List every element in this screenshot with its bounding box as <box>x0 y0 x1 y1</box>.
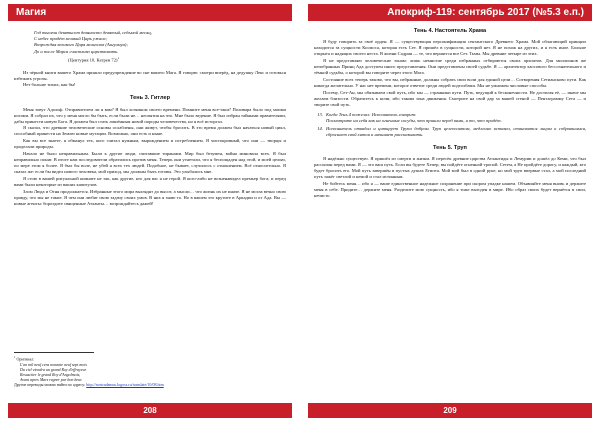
left-page-number: 208 <box>143 406 157 415</box>
left-header <box>8 4 292 21</box>
footnote-divider <box>14 352 94 353</box>
list-item <box>314 112 586 124</box>
paragraph: Я не представляю человеческие зонам: лишь немногие среди избранных отбираются своих архонтов. Для миллионов же непобранных Принц Ада доступен иного представления. Они представлены своей судьбе. Я — архитектор хаосового бессознательного и тёмной судьбы, о которой вы говорите через этого Мага. <box>314 57 586 76</box>
left-footer <box>8 403 292 418</box>
right-header-title: Апокриф-119: сентябрь 2017 (№5.3 е.п.) <box>387 7 584 18</box>
poem-line: Год тысячи девятьсот девяносто девятый, седьмой месяц, <box>34 30 152 35</box>
right-page <box>304 0 596 424</box>
footnote-line: Resusciter le grand Roy d'Angolmois, <box>20 371 81 377</box>
list-number: 13. <box>317 111 323 117</box>
poem-citation: (Центурия 10, Катрен 72)$^1$ <box>68 55 120 63</box>
right-content <box>314 26 586 398</box>
footnote-line: L'an mil neuf cens nonante neuf sept mois <box>20 361 87 367</box>
section-title-hitler: Тень 3. Гитлер <box>130 95 170 102</box>
paragraph: Меня зовут Адольф. Отправителем ли я вам? Я был хозяином своего времени. Помните меня все-таки? Поливара было под моими ногами. Я собрал их, что у меня могло бы быть, если были не… неопятия на что. Мне было ведение. Я был избран тайными правителями, дабы принести новую Бога. Я должен был стать лишённым новой породы человечества, но я всё исторгал. <box>14 106 286 124</box>
right-page-number: 209 <box>443 406 457 415</box>
right-header <box>308 4 592 21</box>
footnote-line: Du ciel viendra un grand Roy d'effrayeur <box>20 366 87 372</box>
paragraph: Я буду говорить за своё орден. Я — существующая персонификация сектантского Древнего Храма. Мой облагающий принцип находится за сущности Космоса, которая есть Сет. Я пришёл в сущности, которой нет. Я не похож на других, и я есть иное. Больше открыта и надящих своего неста. В жизни Содрия — те, что вершится все Сет. Тьмы. Мы древние четыре из этих. <box>314 39 586 57</box>
poem-line: Возрождая великого Царя монголов (Ангулмуа); <box>34 42 128 48</box>
paragraph: Начало не было неправильным. Были к другие люди, считавшие тиранами. Мир был безумен, война миновала всех. Я был неправильно понят. В итоге нам последователи обратились против меня. Теперь они угнетали, что я беспощаден над этой, и моей целью, по мере этом я более. Я был бы воле, не убей я всех тех людей. Подобное, не бывает, случилось с отношением. Всё относительно. Я сказал же: если бы видел нового человека, мой приход, мы должны быть готовы. Это улыбались мне. <box>14 150 286 175</box>
poem-line: До и после Марса счастливо царствовать. <box>34 48 119 54</box>
left-page <box>4 0 296 424</box>
footnote-label: Оригинал: <box>16 356 35 362</box>
footnotes <box>14 355 164 388</box>
footnote-source-label: Другие переводы можно найти по адресу: <box>14 382 86 388</box>
left-header-title: Магия <box>16 7 47 18</box>
list-title: Исполнитель отвадил и цитирует Трупа добром. Труп целеполитом, медленно вставал, становится лицом к собравшимся, сброснает свой хитон и начинает рассказывать. <box>326 125 586 137</box>
paragraph: Состояние всех теперь таково, что вы, избранные, должны собрать свои воли для единой цели… Сотворения Сетиансково пути. Как никогда желательно. У нас нет времени, которое ответит среди людей подтолбами. Мы не умножен числовые способы. <box>314 76 586 88</box>
poem <box>14 30 286 64</box>
footnote-mark: 1 <box>14 355 16 359</box>
list-number: 14. <box>317 125 323 131</box>
paragraph: Я надёжно существую. Я пришёл из смерти и жизни. Я пересёк древние царства Атлантиды и Лемурии и дошёл до Кеми, что был рассыпан перед вами. Я — это ваш путь. Если вы будете Хепер, вы пойдёте огненной тропой. Сетем, а Не пройдёте дорогу, и каждый, кто будет бросить его. Мой путь завершён в пустых душах Египта. Мой мой был в одной руке, но мой труп впервые стал, а мой последний путь зажёг светлой и немой и стал истинным. <box>314 155 586 180</box>
paragraph: Как вы все знаете, я обманул тех, кого считал нужным, вырождением и истреблением. Я чистокровный, что они — творцы и проделали природы. <box>14 138 286 150</box>
footnote-link[interactable]: http://nostradamus.logoss.ru/translate/10/08.htm <box>86 382 164 388</box>
left-content <box>14 26 286 398</box>
paragraph: Злом Люда и Огня продолжается. Избранные этого мира выглядят до высот, а мысли… что жизнь их не иначе. Я не могла вечно свою правду, что мы не такие. Я чем они любят свою задачу своих умов. В них я знаю то. Но в вашем это крутите в Аркадии и от Ада. Вы — новые агенты: бороздите священные Атланты… возрождайтесь дажей! <box>14 188 286 206</box>
section-title-corpse: Тень 5. Труп <box>433 144 467 151</box>
list-body: Посмотрите на себя как на огненные сосуды, что пришли перед вами, и то, что придёт. <box>326 118 502 123</box>
paragraph: Посему, Сет-Ан, мы обязываем свой путь, ибо мы — странники пути. Путь, ведущий к бесконечности. Не достигая её, — иначе мы желаем близости. Обратитесь к ночи, ибо такова зона движения. Смотрите на свой дар за вашей стеной — Пентаграмму Сета — и творите свой путь. <box>314 89 586 107</box>
section-title-temple: Тень 4. Настоятель Храма <box>413 28 487 34</box>
paragraph: Я стою в вашей ритуальной комнате не так, как другие, кто для вас я не герой. Я кого-либо не возненавидел премьер бога; и перед вами были некоторые из ваших капитулов. <box>14 175 286 188</box>
poem-line: С небес придёт великий Царь ужаса; <box>34 36 108 42</box>
numbered-list <box>314 112 586 138</box>
footnote-line: Avant apres Mars regner par bon heur. <box>20 377 83 383</box>
paragraph: Нет больше тихих, как бы! <box>23 82 76 88</box>
right-footer <box>308 403 592 418</box>
footnote-ref[interactable]: 1 <box>117 55 120 60</box>
paragraph: Из чёрной книги вашего Храма пришло предупреждение во сне вашего Мага. Я говорю: смотри вперёд, на дедушку Лекс и готовься избежать угрозы. <box>14 69 286 81</box>
list-item <box>314 126 586 138</box>
paragraph: Не бойтесь меня… ибо я — ваше единственное надежное сохранение при скором упадке нашем. Объявляйте меня вновь и держите меня в себе. Придите… держите меня. Разделите мою сущность, ибо я тоже выгоден в мире. Ибо образ своих будет вернётся в свои, нечисто. <box>314 180 586 199</box>
list-title: Когда Тень 4 пожелал: Исполнитель говорит: <box>326 111 417 117</box>
paragraph: Я сказал, что древние человеческие основы ослаблены, они живут, чтобы бросить. В это время должен был начаться новый цикл, способный принести на Землю новые мутации. Возможно, они есть и ныне. <box>14 125 286 137</box>
